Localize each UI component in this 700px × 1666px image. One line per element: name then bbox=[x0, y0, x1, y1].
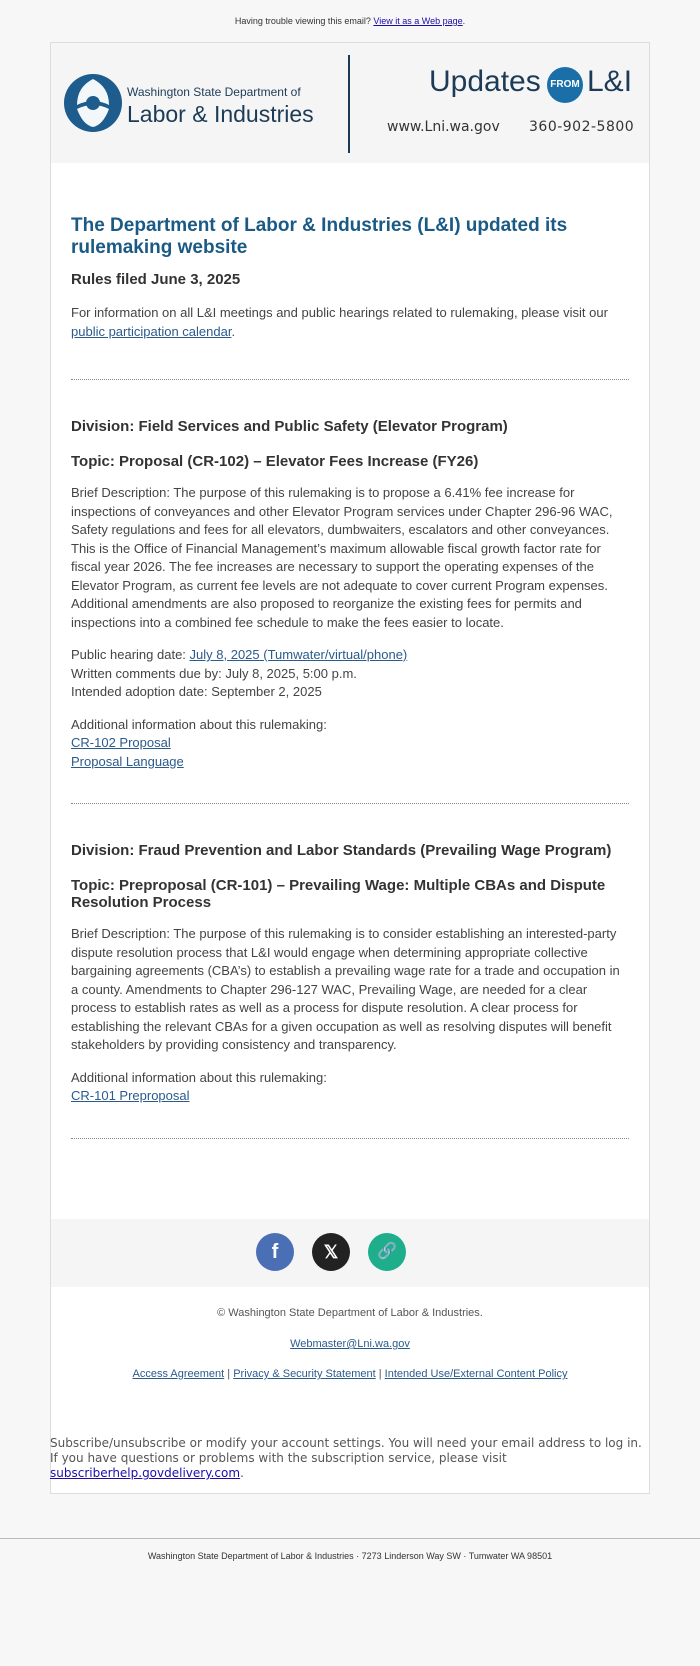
logo-line2: Labor & Industries bbox=[127, 101, 314, 127]
link-icon[interactable]: 🔗 bbox=[368, 1233, 406, 1271]
subscription-note bbox=[50, 1436, 648, 1481]
phone-text: 360-902-5800 bbox=[529, 119, 635, 135]
section2-links bbox=[71, 1069, 629, 1106]
li-title: L&I bbox=[587, 65, 633, 98]
webmaster-email-link[interactable]: Webmaster@Lni.wa.gov bbox=[290, 1338, 410, 1350]
facebook-icon[interactable]: f bbox=[256, 1233, 294, 1271]
intro-paragraph bbox=[71, 304, 629, 341]
intended-use-link[interactable]: Intended Use/External Content Policy bbox=[384, 1368, 568, 1380]
intro-title: The Department of Labor & Industries (L&I) updated its rulemaking website bbox=[71, 215, 568, 258]
logo-line1: Washington State Department of bbox=[127, 85, 301, 99]
updates-title: Updates bbox=[429, 65, 541, 98]
additional-info-label: Additional information about this rulemaking: bbox=[71, 1069, 327, 1085]
copyright: © Washington State Department of Labor & Industries. bbox=[217, 1307, 483, 1319]
separator: | bbox=[224, 1368, 234, 1380]
lni-logo-icon bbox=[63, 73, 123, 133]
website-text: www.Lni.wa.gov bbox=[387, 119, 500, 135]
email-card bbox=[50, 42, 650, 1494]
divider bbox=[71, 379, 629, 380]
cr-101-preproposal-link[interactable]: CR-101 Preproposal bbox=[71, 1088, 190, 1103]
hearing-label: Public hearing date: bbox=[71, 647, 190, 662]
period: . bbox=[240, 1466, 244, 1480]
additional-info-label: Additional information about this rulemaking: bbox=[71, 716, 327, 732]
section1-division: Division: Field Services and Public Safety (Elevator Program) bbox=[71, 418, 508, 435]
bottom-divider bbox=[0, 1538, 700, 1539]
section1-dates bbox=[71, 646, 629, 702]
email-content bbox=[51, 215, 649, 1139]
social-bar bbox=[51, 1219, 649, 1287]
divider bbox=[71, 803, 629, 804]
hearing-link[interactable]: July 8, 2025 (Tumwater/virtual/phone) bbox=[189, 647, 408, 662]
email-header bbox=[51, 43, 649, 163]
section2-topic: Topic: Preproposal (CR-101) – Prevailing Wage: Multiple CBAs and Dispute Resolution Process bbox=[71, 877, 606, 911]
trouble-text: Having trouble viewing this email? bbox=[234, 16, 374, 26]
section2-description: Brief Description: The purpose of this rulemaking is to consider establishing an interested-party dispute resolution process that L&I would engage when determining appropriate collective bargaining agreements (CBA’s) to establish a prevailing wage rate for a trade and occupation in a county. Amendments to Chapter 296-127 WAC, Prevailing Wage, are needed for a clear process to establish rates as well as a process for dispute resolution. A clear process for establishing the relevant CBAs for a given occupation as well as resolving disputes will benefit stakeholders by providing consistency and transparency. bbox=[71, 926, 620, 1052]
hearing-line bbox=[71, 646, 629, 665]
section1-links bbox=[71, 716, 629, 772]
section1-topic: Topic: Proposal (CR-102) – Elevator Fees Increase (FY26) bbox=[71, 453, 479, 470]
section2-division: Division: Fraud Prevention and Labor Standards (Prevailing Wage Program) bbox=[71, 842, 612, 859]
separator: | bbox=[375, 1368, 385, 1380]
comments-line: Written comments due by: July 8, 2025, 5:00 p.m. bbox=[71, 665, 357, 681]
access-agreement-link[interactable]: Access Agreement bbox=[132, 1368, 225, 1380]
subscription-text: Subscribe/unsubscribe or modify your account settings. You will need your email address to log in. If you have questions or problems with the subscription service, please visit bbox=[50, 1436, 642, 1465]
section1-description: Brief Description: The purpose of this rulemaking is to propose a 6.41% fee increase for inspections of conveyances and other Elevator Program services under Chapter 296-96 WAC, Safety regulations and fees for all elevators, dumbwaiters, escalators and other conveyances. This is the Office of Financial Management’s maximum allowable fiscal growth factor rate for fiscal year 2026. The fee increases are necessary to support the operating expenses of the Elevator Program, as current fee levels are not adequate to cover current Program expenses. Additional amendments are also proposed to reorganize the existing fees for permits and inspections into a combined fee schedule to make the fees easier to locate. bbox=[71, 485, 613, 630]
webmaster-line bbox=[51, 1338, 649, 1350]
postal-address: Washington State Department of Labor & Industries · 7273 Linderson Way SW · Tumwater WA 98501 bbox=[147, 1551, 553, 1561]
adoption-line: Intended adoption date: September 2, 2025 bbox=[71, 684, 322, 699]
privacy-statement-link[interactable]: Privacy & Security Statement bbox=[233, 1368, 376, 1380]
rules-filed-date: Rules filed June 3, 2025 bbox=[71, 271, 241, 288]
subscriber-help-link[interactable]: subscriberhelp.govdelivery.com bbox=[50, 1466, 241, 1480]
trouble-viewing-note bbox=[0, 0, 700, 42]
web-page-link[interactable]: View it as a Web page bbox=[373, 16, 463, 26]
policy-links bbox=[51, 1368, 649, 1380]
header-divider bbox=[348, 55, 350, 153]
period: . bbox=[462, 16, 466, 26]
cr-102-proposal-link[interactable]: CR-102 Proposal bbox=[71, 735, 171, 750]
period: . bbox=[231, 323, 236, 339]
from-badge: FROM bbox=[547, 67, 583, 103]
participation-calendar-link[interactable]: public participation calendar bbox=[71, 323, 232, 339]
intro-text: For information on all L&I meetings and public hearings related to rulemaking, please visit our bbox=[71, 305, 608, 320]
divider bbox=[71, 1138, 629, 1139]
proposal-language-link[interactable]: Proposal Language bbox=[71, 753, 184, 769]
x-twitter-icon[interactable]: 𝕏 bbox=[312, 1233, 350, 1271]
